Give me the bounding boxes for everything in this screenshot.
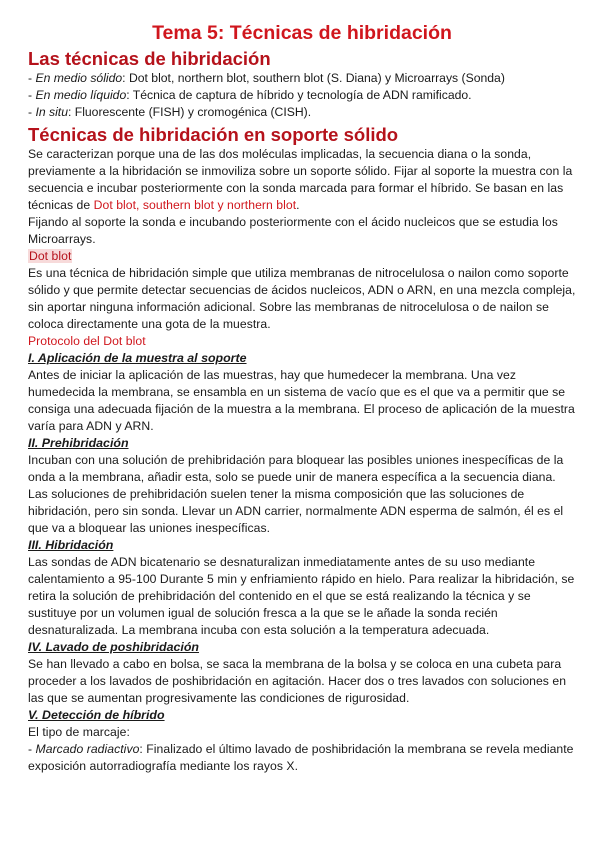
page-title: Tema 5: Técnicas de hibridación [152,22,452,44]
document-page [28,20,576,775]
step-heading-prehibridacion: II. Prehibridación [28,436,129,450]
step-heading-hibridacion: III. Hibridación [28,538,114,552]
step-text-aplicacion: Antes de iniciar la aplicación de las muestras, hay que humedecer la membrana. Una vez humedecida la membrana, se ensambla en un sistema de vacío que es el que va a permitir que se consiga una adecuada fijación de la muestra a la membrana. El proceso de aplicación de la muestra varía para ADN y ARN. [28,368,575,433]
section-heading-soporte-solido: Técnicas de hibridación en soporte sólido [28,124,399,145]
list-item-medio-liquido: - En medio líquido: Técnica de captura de híbrido y tecnología de ADN ramificado. [28,88,472,102]
section-heading-tecnicas: Las técnicas de hibridación [28,48,271,69]
list-item-marcado-radiactivo: - Marcado radiactivo: Finalizado el último lavado de poshibridación la membrana se revela mediante exposición autorradiografía mediante los rayos X. [28,742,574,773]
step-heading-lavado: IV. Lavado de poshibridación [28,640,199,654]
protocol-label: Protocolo del Dot blot [28,334,146,348]
step-text-deteccion: El tipo de marcaje: [28,725,130,739]
microarrays-paragraph: Fijando al soporte la sonda e incubando posteriormente con el ácido nucleicos que se estudia los Microarrays. [28,215,558,246]
step-text-lavado: Se han llevado a cabo en bolsa, se saca la membrana de la bolsa y se coloca en una cubeta para proceder a los lavados de poshibridación en agitación. Hacer dos o tres lavados con soluciones en las que se aumentan progresivamente las condiciones de rigurosidad. [28,657,567,705]
intro-paragraph: Se caracterizan porque una de las dos moléculas implicadas, la secuencia diana o la sonda, previamente a la hibridación se inmoviliza sobre un soporte sólido. Fijar al soporte la muestra con la secuencia e incubar posteriormente con la sonda marcada para formar el híbrido. Se basan en las técnicas de Dot blot, southern blot y northern blot. [28,147,573,212]
dotblot-label: Dot blot [29,249,72,263]
dotblot-paragraph: Es una técnica de hibridación simple que utiliza membranas de nitrocelulosa o nailon como soporte sólido y que permite detectar secuencias de ácidos nucleicos, ADN o ARN, en una mezcla compleja, sin aportar ninguna información adicional. Sobre las membranas de nitrocelulosa o de nailon se coloca directamente una gota de la muestra. [28,266,576,331]
list-item-medio-solido: - En medio sólido: Dot blot, northern blot, southern blot (S. Diana) y Microarrays (Sonda) [28,71,505,85]
techniques-highlight: Dot blot, southern blot y northern blot [93,198,297,212]
step-text-hibridacion: Las sondas de ADN bicatenario se desnaturalizan inmediatamente antes de su uso mediante calentamiento a 95-100 Durante 5 min y enfriamiento rápido en hielo. Para realizar la hibridación, se retira la solución de prehibridación del contenido en el que se está realizando la técnica y se sustituye por un volumen igual de solución fresca a la que se le añade la sonda recién desnaturalizada. La membrana incuba con esta solución a la temperatura adecuada. [28,555,575,637]
step-heading-deteccion: V. Detección de híbrido [28,708,165,722]
step-text-prehibridacion: Incuban con una solución de prehibridación para bloquear las posibles uniones inespecíficas de la onda a la membrana, añadir esta, solo se puede unir de manera específica a la secuencia diana. Las soluciones de prehibridación suelen tener la misma composición que las soluciones de hibridación, pero sin sonda. Llevar un ADN carrier, normalmente ADN esperma de salmón, él es el que va a bloquear las uniones inespecíficas. [28,453,564,535]
step-heading-aplicacion: I. Aplicación de la muestra al soporte [28,351,247,365]
list-item-in-situ: - In situ: Fluorescente (FISH) y cromogénica (CISH). [28,105,312,119]
